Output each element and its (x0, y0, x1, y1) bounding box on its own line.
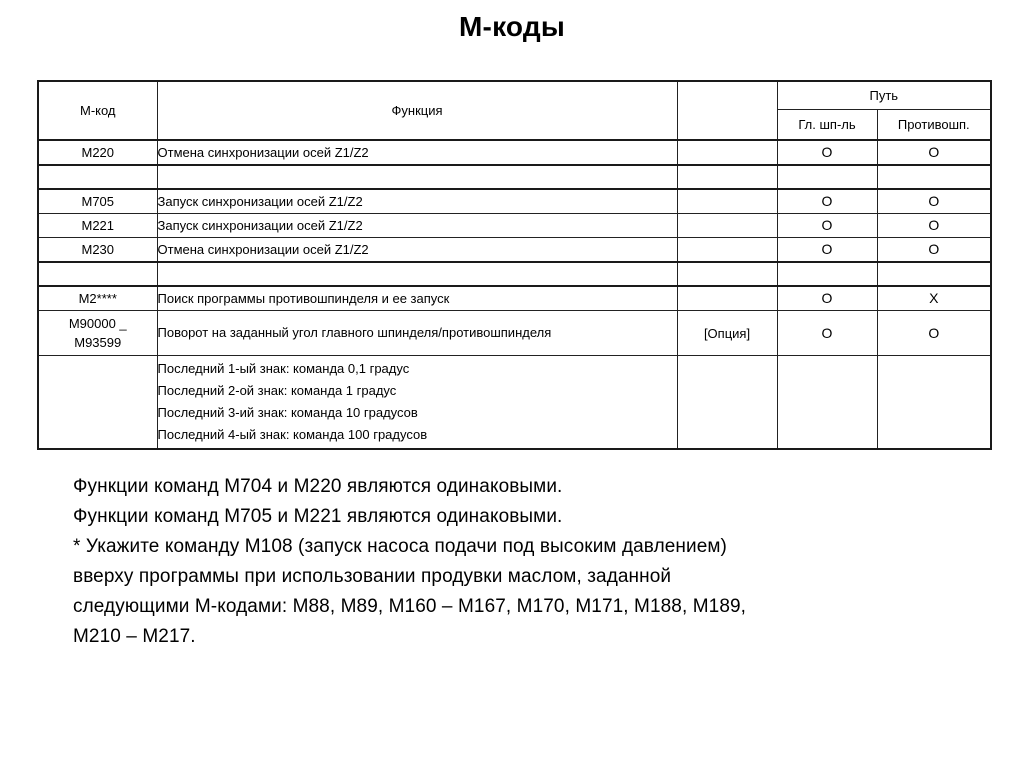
page-title: М-коды (459, 11, 565, 42)
cell-function: Поиск программы противошпинделя и ее запуск (157, 286, 677, 311)
cell-option: [Опция] (677, 311, 777, 356)
table-row-spacer (38, 262, 991, 286)
note-line-1: Функции команд M704 и M220 являются одинаковыми. (73, 476, 563, 497)
cell-path-sub: O (877, 189, 991, 214)
header-function: Функция (157, 81, 677, 140)
cell-path-main: O (777, 189, 877, 214)
note-line-5: следующими М-кодами: M88, M89, M160 – M167, M170, M171, M188, M189, (73, 596, 747, 617)
cell-path-main: O (777, 311, 877, 356)
header-path-sub-spindle: Противошп. (877, 110, 991, 141)
cell-path-main: O (777, 238, 877, 263)
header-path: Путь (777, 81, 991, 110)
note-line-2: Функции команд M705 и M221 являются одинаковыми. (73, 506, 563, 527)
cell-path-main: O (777, 140, 877, 165)
cell-function (157, 262, 677, 286)
cell-path-sub (877, 356, 991, 450)
cell-path-sub (877, 262, 991, 286)
cell-option (677, 286, 777, 311)
cell-option (677, 165, 777, 189)
note-line-6: M210 – M217. (73, 626, 196, 647)
cell-option (677, 262, 777, 286)
cell-mcode: M230 (38, 238, 157, 263)
cell-path-sub: X (877, 286, 991, 311)
cell-path-sub: O (877, 140, 991, 165)
cell-mcode-range-line2: M93599 (74, 335, 122, 350)
header-mcode: М-код (38, 81, 157, 140)
cell-mcode-range (38, 311, 157, 356)
degree-line: Последний 3-ий знак: команда 10 градусов (157, 405, 418, 420)
table-row (38, 189, 991, 214)
table-row (38, 286, 991, 311)
cell-mcode (38, 165, 157, 189)
header-row-top (38, 81, 991, 110)
table-header (38, 81, 991, 140)
cell-function: Поворот на заданный угол главного шпинделя/противошпинделя (157, 311, 677, 356)
cell-function: Запуск синхронизации осей Z1/Z2 (157, 189, 677, 214)
table-body (38, 140, 991, 449)
cell-path-sub: O (877, 214, 991, 238)
degree-line: Последний 4-ый знак: команда 100 градусов (157, 427, 428, 442)
cell-path-main: O (777, 286, 877, 311)
degree-line: Последний 2-ой знак: команда 1 градус (157, 383, 397, 398)
table-row (38, 214, 991, 238)
cell-path-main (777, 262, 877, 286)
cell-mcode: M705 (38, 189, 157, 214)
cell-path-sub: O (877, 311, 991, 356)
cell-mcode: M220 (38, 140, 157, 165)
cell-function (157, 165, 677, 189)
cell-mcode-range-line1: M90000 _ (68, 316, 127, 331)
header-path-main-spindle: Гл. шп-ль (777, 110, 877, 141)
cell-path-sub: O (877, 238, 991, 263)
table-row (38, 140, 991, 165)
cell-mcode: M2**** (38, 286, 157, 311)
cell-option (677, 356, 777, 450)
cell-path-main (777, 356, 877, 450)
note-line-4: вверху программы при использовании продувки маслом, заданной (73, 566, 672, 587)
cell-mcode (38, 356, 157, 450)
mcode-table (37, 80, 992, 450)
cell-path-main (777, 165, 877, 189)
cell-function: Отмена синхронизации осей Z1/Z2 (157, 238, 677, 263)
cell-option (677, 140, 777, 165)
notes-block (73, 472, 953, 652)
table-row-spacer (38, 165, 991, 189)
cell-mcode: M221 (38, 214, 157, 238)
table-row (38, 356, 991, 450)
cell-mcode (38, 262, 157, 286)
cell-function: Запуск синхронизации осей Z1/Z2 (157, 214, 677, 238)
cell-degree-command-list (157, 356, 677, 450)
header-option (677, 81, 777, 140)
cell-path-main: O (777, 214, 877, 238)
degree-line: Последний 1-ый знак: команда 0,1 градус (157, 361, 410, 376)
table-row (38, 311, 991, 356)
cell-path-sub (877, 165, 991, 189)
cell-option (677, 238, 777, 263)
note-line-3: * Укажите команду M108 (запуск насоса подачи под высоким давлением) (73, 536, 727, 557)
table-row (38, 238, 991, 263)
cell-option (677, 214, 777, 238)
cell-function: Отмена синхронизации осей Z1/Z2 (157, 140, 677, 165)
cell-option (677, 189, 777, 214)
